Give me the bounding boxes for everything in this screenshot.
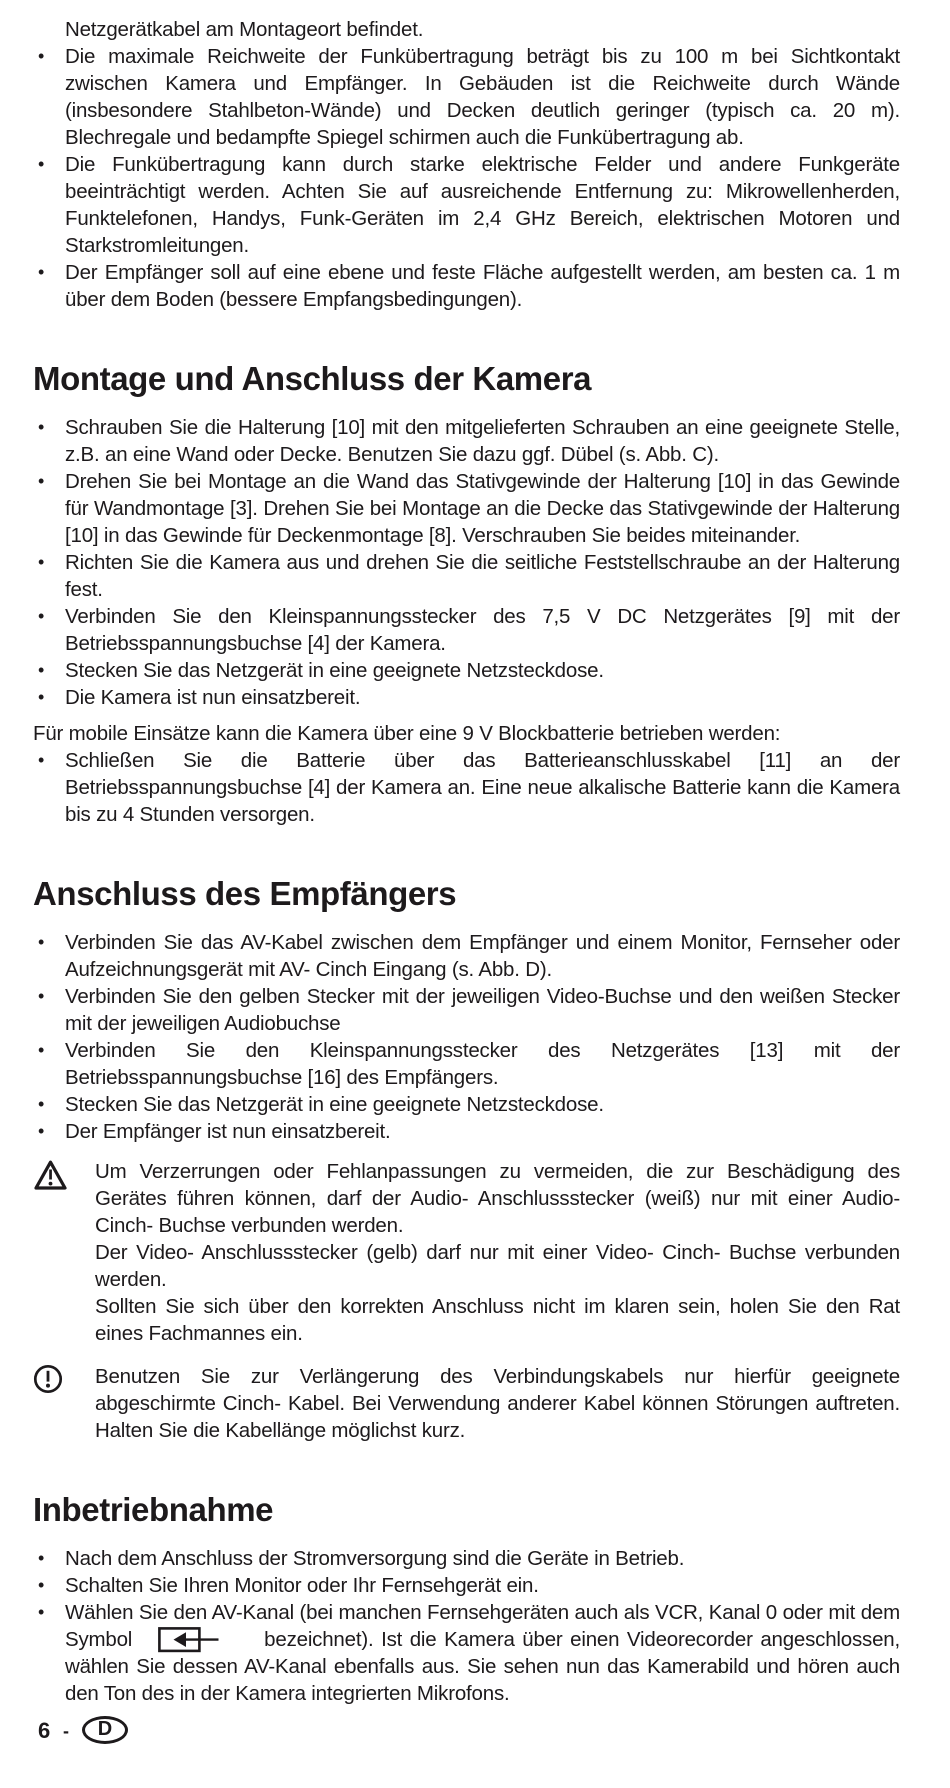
- bullet-text: Verbinden Sie das AV-Kabel zwischen dem Empfänger und einem Monitor, Fernseher oder Aufzeichnungsgerät mit AV- Cinch Eingang (s. Abb. D).: [65, 931, 900, 981]
- bullet-text: Schalten Sie Ihren Monitor oder Ihr Fernsehgerät ein.: [65, 1574, 539, 1597]
- list-item: [33, 1572, 900, 1599]
- bullet-text: Verbinden Sie den Kleinspannungsstecker des Netzgerätes [13] mit der Betriebsspannungsbuchse [16] des Empfängers.: [65, 1039, 900, 1089]
- list-item: [33, 549, 900, 603]
- list-item: [33, 603, 900, 657]
- battery-intro-text: Für mobile Einsätze kann die Kamera über eine 9 V Blockbatterie betrieben werden:: [33, 722, 781, 745]
- section-title-inbetriebnahme: Inbetriebnahme: [33, 1491, 274, 1528]
- list-item: [33, 1545, 900, 1572]
- section-title-empfaenger: Anschluss des Empfängers: [33, 875, 457, 912]
- bullet-text: Die Funkübertragung kann durch starke elektrische Felder und andere Funkgeräte beeinträchtigt werden. Achten Sie auf ausreichende Entfernung zu: Mikrowellenherden, Funktelefonen, Handys, Funk-Geräten im 2,4 GHz Bereich, elektrischen Motoren und Starkstromleitungen.: [65, 153, 900, 257]
- list-item: [33, 259, 900, 313]
- warning-paragraph: Um Verzerrungen oder Fehlanpassungen zu vermeiden, die zur Beschädigung des Gerätes führen können, darf der Audio- Anschlussstecker (weiß) nur mit einer Audio- Cinch- Buchse verbunden werden.: [95, 1160, 900, 1237]
- bullet-icon: •: [38, 1575, 45, 1595]
- warning-paragraph: Der Video- Anschlussstecker (gelb) darf nur mit einer Video- Cinch- Buchse verbunden werden.: [95, 1241, 900, 1291]
- bullet-icon: •: [38, 552, 45, 572]
- bullet-icon: •: [38, 932, 45, 952]
- bullet-text: Nach dem Anschluss der Stromversorgung sind die Geräte in Betrieb.: [65, 1547, 685, 1570]
- list-item: [33, 1118, 900, 1145]
- bullet-icon: •: [38, 262, 45, 282]
- bullet-icon: •: [38, 471, 45, 491]
- note-text: [95, 1363, 900, 1444]
- bullet-text: Die maximale Reichweite der Funkübertragung beträgt bis zu 100 m bei Sichtkontakt zwischen Kamera und Empfänger. In Gebäuden ist die Reichweite durch Wände (insbesondere Stahlbeton-Wände) und Decken deutlich geringer (typisch ca. 20 m). Blechregale und bedampfte Spiegel schirmen auch die Funkübertragung ab.: [65, 45, 900, 149]
- warning-block: [33, 1158, 900, 1347]
- bullet-icon: •: [38, 986, 45, 1006]
- list-item: [33, 1599, 900, 1707]
- list-item: [33, 151, 900, 259]
- bullet-icon: •: [38, 154, 45, 174]
- page-number: 6: [38, 1717, 51, 1743]
- list-item: [33, 747, 900, 828]
- bullet-icon: •: [38, 660, 45, 680]
- bullet-icon: •: [38, 1094, 45, 1114]
- warning-triangle-icon: [33, 1158, 95, 1347]
- list-item: [33, 414, 900, 468]
- bullet-text: Die Kamera ist nun einsatzbereit.: [65, 686, 361, 709]
- list-item: [33, 468, 900, 549]
- bullet-text: Verbinden Sie den Kleinspannungsstecker des 7,5 V DC Netzgerätes [9] mit der Betriebsspannungsbuchse [4] der Kamera.: [65, 605, 900, 655]
- bullet-icon: •: [38, 1548, 45, 1568]
- bullet-icon: •: [38, 1121, 45, 1141]
- list-item: [33, 929, 900, 983]
- bullet-icon: •: [38, 606, 45, 626]
- section-title-montage: Montage und Anschluss der Kamera: [33, 360, 592, 397]
- bullet-text: Verbinden Sie den gelben Stecker mit der jeweiligen Video-Buchse und den weißen Stecker mit der jeweiligen Audiobuchse: [65, 985, 900, 1035]
- list-item: [33, 43, 900, 151]
- bullet-text: Stecken Sie das Netzgerät in eine geeignete Netzsteckdose.: [65, 659, 604, 682]
- intro-continuation-text: Netzgerätkabel am Montageort befindet.: [65, 18, 424, 41]
- list-item: [33, 684, 900, 711]
- attention-circle-icon: [33, 1363, 95, 1444]
- list-item: [33, 1037, 900, 1091]
- country-code-badge: D: [82, 1716, 128, 1744]
- note-block: [33, 1363, 900, 1444]
- footer-separator: -: [63, 1720, 69, 1741]
- bullet-text: Drehen Sie bei Montage an die Wand das Stativgewinde der Halterung [10] in das Gewinde für Wandmontage [3]. Drehen Sie bei Montage an die Decke das Stativgewinde der Halterung [10] in das Gewinde für Deckenmontage [8]. Verschrauben Sie beides miteinander.: [65, 470, 900, 547]
- bullet-icon: •: [38, 1040, 45, 1060]
- bullet-icon: •: [38, 750, 45, 770]
- av-bullet-text-after: bezeichnet). Ist die Kamera über einen Videorecorder angeschlossen, wählen Sie dessen AV-Kanal ebenfalls aus. Sie sehen nun das Kamerabild und hören auch den Ton des in der Kamera integrierten Mikrofons.: [65, 1628, 900, 1705]
- bullet-text: [65, 1599, 900, 1707]
- page-footer: [38, 1716, 128, 1744]
- bullet-text: Schrauben Sie die Halterung [10] mit den mitgelieferten Schrauben an eine geeignete Stelle, z.B. an eine Wand oder Decke. Benutzen Sie dazu ggf. Dübel (s. Abb. C).: [65, 416, 900, 466]
- bullet-icon: •: [38, 1602, 45, 1622]
- list-item: [33, 1091, 900, 1118]
- av-input-icon: [158, 1627, 220, 1653]
- bullet-text: Der Empfänger soll auf eine ebene und feste Fläche aufgestellt werden, am besten ca. 1 m über dem Boden (bessere Empfangsbedingungen).: [65, 261, 900, 311]
- list-item: [33, 657, 900, 684]
- bullet-text: Stecken Sie das Netzgerät in eine geeignete Netzsteckdose.: [65, 1093, 604, 1116]
- note-paragraph: Benutzen Sie zur Verlängerung des Verbindungskabels nur hierfür geeignete abgeschirmte Cinch- Kabel. Bei Verwendung anderer Kabel können Störungen auftreten. Halten Sie die Kabellänge möglichst kurz.: [95, 1365, 900, 1442]
- bullet-icon: •: [38, 417, 45, 437]
- bullet-icon: •: [38, 687, 45, 707]
- warning-text: [95, 1158, 900, 1347]
- list-item: [33, 983, 900, 1037]
- warning-paragraph: Sollten Sie sich über den korrekten Anschluss nicht im klaren sein, holen Sie den Rat eines Fachmannes ein.: [95, 1295, 900, 1345]
- bullet-text: Der Empfänger ist nun einsatzbereit.: [65, 1120, 391, 1143]
- bullet-text: Schließen Sie die Batterie über das Batterieanschlusskabel [11] an der Betriebsspannungsbuchse [4] der Kamera an. Eine neue alkalische Batterie kann die Kamera bis zu 4 Stunden versorgen.: [65, 749, 900, 826]
- av-bullet-text-before: Wählen Sie den AV-Kanal (bei manchen Fernsehgeräten auch als VCR, Kanal 0 oder mit dem Symbol: [65, 1601, 900, 1651]
- bullet-text: Richten Sie die Kamera aus und drehen Sie die seitliche Feststellschraube an der Halterung fest.: [65, 551, 900, 601]
- bullet-icon: •: [38, 46, 45, 66]
